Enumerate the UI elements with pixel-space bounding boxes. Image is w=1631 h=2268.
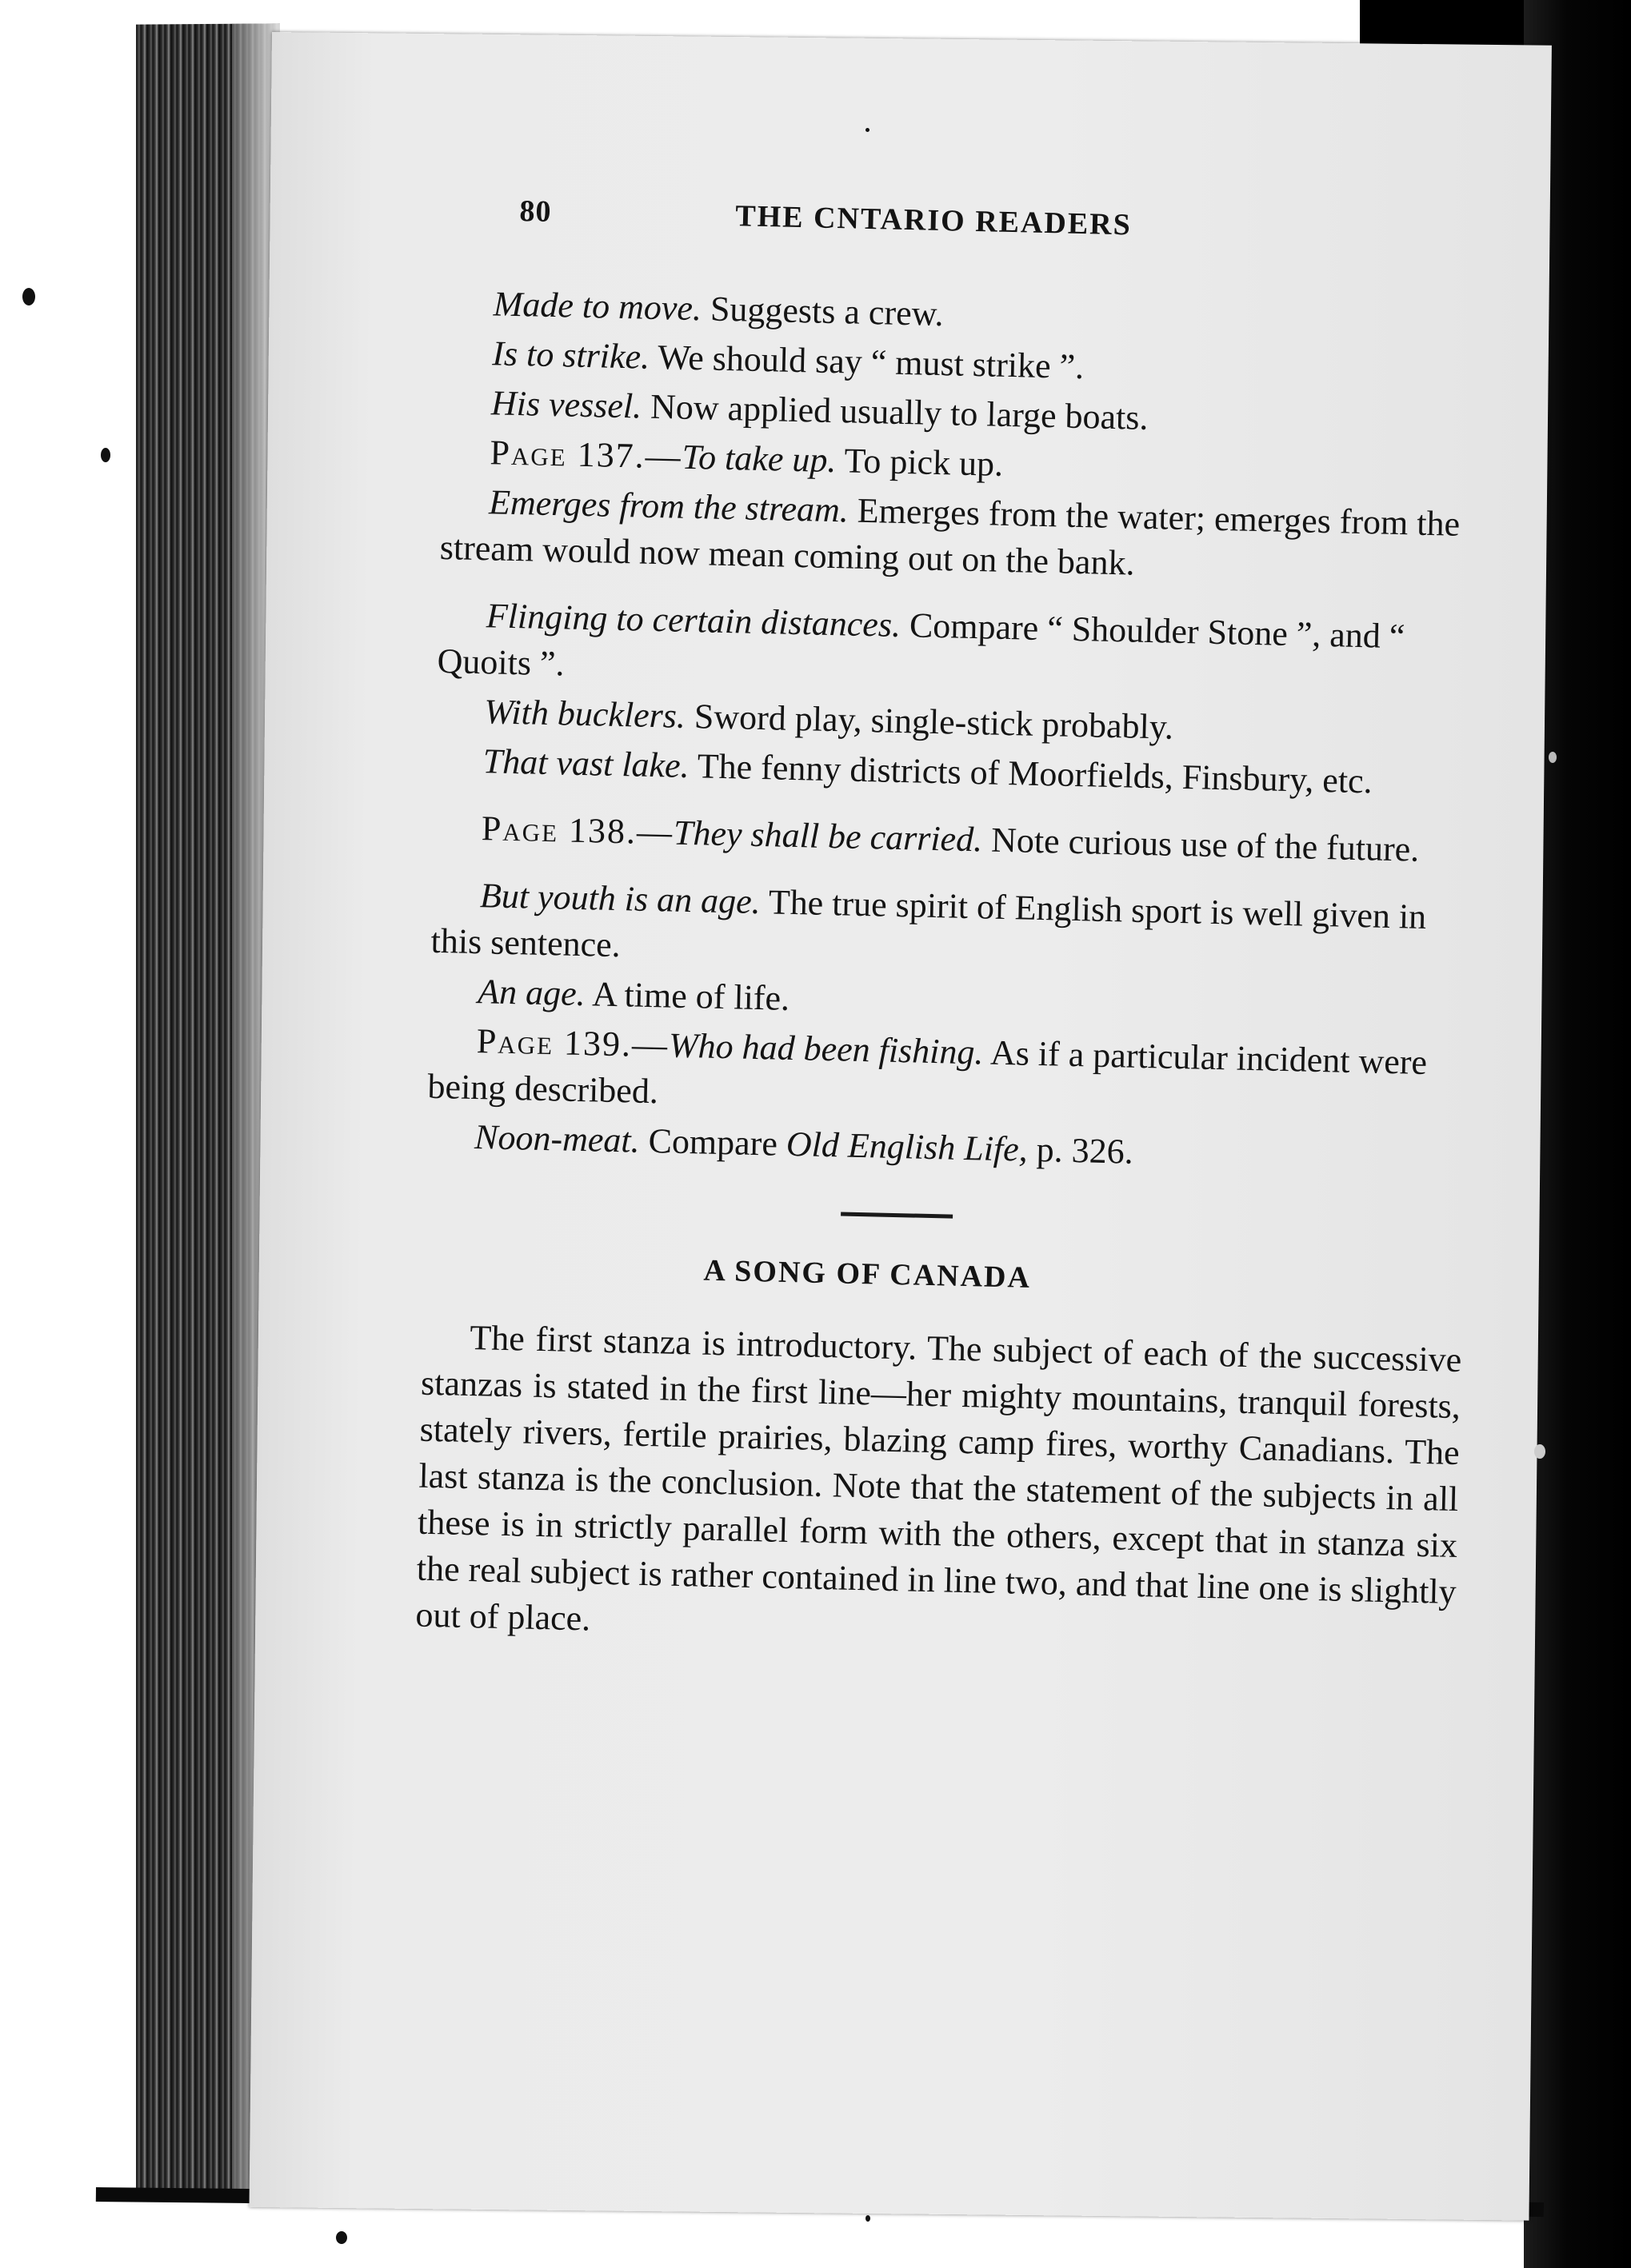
page-reference: Page 139.— — [476, 1021, 670, 1065]
note-text: A time of life. — [585, 974, 790, 1018]
note-text: Compare “ Shoulder Stone ”, and “ Quoits ”. — [437, 605, 1405, 684]
note-text: Suggests a crew. — [701, 289, 945, 334]
dust-speck — [336, 2231, 347, 2244]
note-term: With bucklers. — [483, 692, 686, 736]
note-term: Noon-meat. — [474, 1117, 641, 1160]
dust-speck — [1549, 752, 1557, 763]
note-text: As if a particular incident were being described. — [427, 1032, 1428, 1112]
note-text: Emerges from the water; emerges from the stream would now mean coming out on the bank. — [439, 490, 1461, 583]
dust-speck — [865, 2215, 870, 2222]
notes-list — [426, 280, 1486, 1183]
note-term: Who had been fishing. — [668, 1025, 985, 1072]
note-item — [433, 805, 1473, 874]
note-text: To pick up. — [835, 441, 1004, 484]
section-paragraph: The first stanza is introductory. The subject of each of the successive stanzas is stated in the first line—her mighty mountains, tranquil forests, stately rivers, fertile prairies, blazing camp fires, worthy Canadians. The last stanza is the conclusion. Note that the statement of the subjects in all these is in strictly parallel form with the others, except that in stanza six the real subject is rather contained in line two, and that line one is slightly out of place. — [415, 1317, 1462, 1639]
note-term: To take up. — [682, 437, 837, 481]
note-text: The fenny districts of Moorfields, Finsbury, etc. — [689, 746, 1373, 801]
note-text: p. 326. — [1027, 1129, 1134, 1172]
page-reference: Page 137.— — [490, 433, 683, 477]
note-text: Compare — [639, 1120, 787, 1164]
note-text: The true spirit of English sport is well given in this sentence. — [430, 882, 1427, 965]
dust-speck — [22, 288, 35, 305]
note-term: Flinging to certain distances. — [486, 596, 901, 645]
page-text — [414, 192, 1488, 1697]
dust-speck — [1534, 1444, 1545, 1459]
section-divider — [841, 1212, 953, 1218]
page-number: 80 — [519, 194, 552, 229]
dust-speck — [865, 128, 869, 132]
note-term: An age. — [477, 972, 586, 1014]
note-term: Made to move. — [493, 284, 702, 329]
page-reference: Page 138.— — [481, 809, 674, 852]
note-term: Is to strike. — [491, 333, 650, 377]
note-text: We should say “ must strike ”. — [649, 337, 1085, 387]
running-head: THE CNTARIO READERS — [734, 199, 1133, 242]
note-item — [439, 478, 1481, 594]
note-term: His vessel. — [490, 383, 642, 426]
note-term: Emerges from the stream. — [488, 482, 849, 530]
note-text: Note curious use of the future. — [981, 820, 1420, 869]
note-text: Now applied usually to large boats. — [641, 386, 1149, 437]
note-term: They shall be carried. — [673, 813, 983, 860]
note-term: But youth is an age. — [479, 876, 762, 922]
section-title: A SONG OF CANADA — [703, 1253, 1032, 1295]
book-title: Old English Life, — [786, 1124, 1029, 1169]
dust-speck — [101, 448, 110, 462]
note-term: That vast lake. — [482, 741, 690, 786]
note-text: Sword play, single-stick probably. — [685, 696, 1174, 747]
